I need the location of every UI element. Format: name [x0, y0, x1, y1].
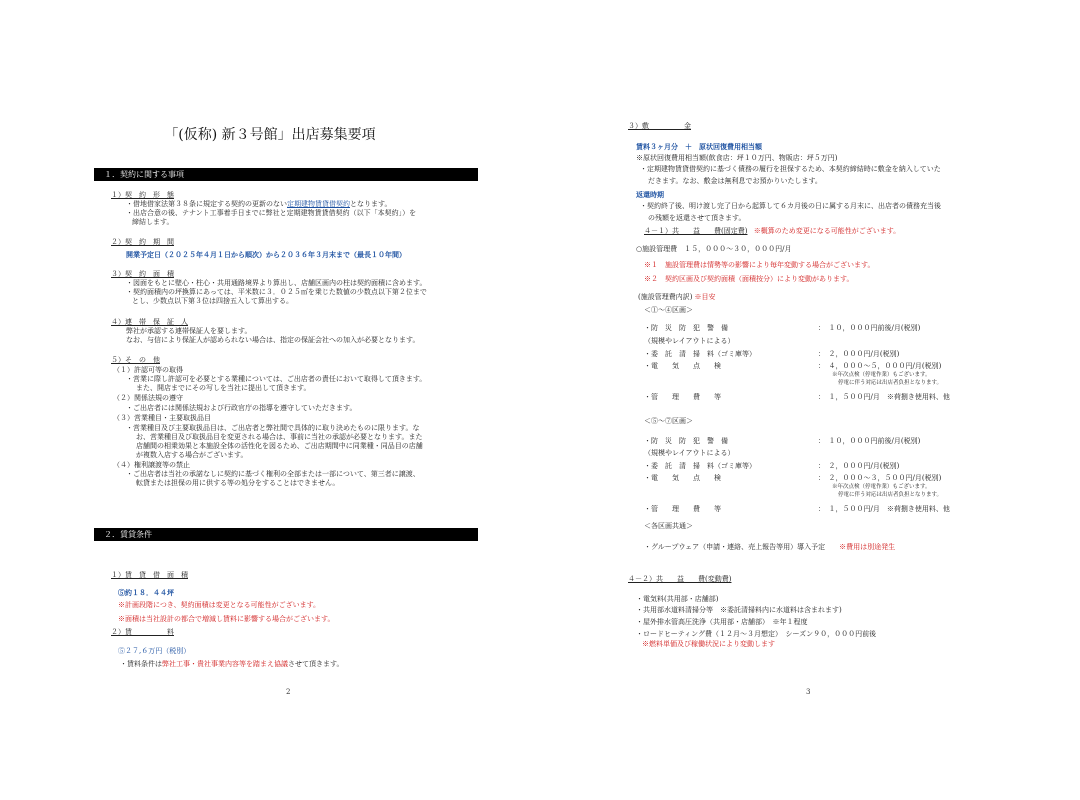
- deposit-line-1: ※原状回復費用相当額(飲食店：坪１０万円、物販店：坪５万円): [636, 154, 838, 162]
- rent-heading: ２）賃 料: [111, 628, 174, 636]
- page-3: [540, 0, 1080, 800]
- s2-heading: ２）契 約 期 間: [111, 238, 174, 246]
- deposit-line-3: だきます。なお、敷金は無利息でお預かりいたします。: [648, 177, 822, 185]
- s42-line-3: ・屋外排水管高圧洗浄（共用部・店舗部） ※年１程度: [636, 618, 808, 626]
- s1-line-1-pre: ・借地借家法第３８条に規定する契約の更新のない: [126, 200, 287, 208]
- s5-heading: ５）そ の 他: [111, 356, 160, 364]
- common-label: ＜各区画共通＞: [644, 522, 693, 530]
- s4-line-2: なお、与信により保証人が認められない場合は、指定の保証会社への加入が必要となります。: [126, 336, 420, 344]
- s5-line-11: （４）権利譲渡等の禁止: [113, 461, 190, 469]
- mgmt-note-2: ※２ 契約区画及び契約面積（面積按分）により変動があります。: [644, 275, 854, 283]
- common-row: [644, 543, 895, 552]
- rent-line-1-post: させて頂きます。: [288, 660, 344, 668]
- s3-line-3: とし、少数点以下第３位は四捨五入して算出する。: [132, 297, 293, 305]
- s41-row: [644, 227, 900, 236]
- return-line-2: の残額を返還させて頂きます。: [648, 214, 746, 222]
- area-note-1: ※計画段階につき、契約面積は変更となる可能性がございます。: [118, 601, 321, 609]
- z1-cleaning-name: ・委 託 清 掃 料（ゴミ庫等）: [644, 350, 756, 358]
- s1-line-1-post: となります。: [350, 200, 392, 208]
- s41-heading: ４－１）共 益 費(固定費): [644, 227, 748, 235]
- s5-line-10: が複数入店する場合がございます。: [136, 451, 248, 459]
- common-line-1: ・グループウェア（申請・連絡、売上報告等用）導入予定: [644, 543, 826, 551]
- s1-contract-type-link[interactable]: 定期建物賃貸借契約: [287, 200, 350, 208]
- breakdown-label: (施設管理費内訳): [638, 293, 693, 301]
- z2-cleaning-name: ・委 託 清 掃 料（ゴミ庫等）: [644, 462, 756, 470]
- area-heading: １）賃 貸 借 面 積: [111, 571, 188, 579]
- s2-line-1: 開業予定日（２０２５年４月１日から順次）から２０３６年３月末まで（最長１０年間）: [126, 250, 406, 259]
- s1-line-1: [126, 200, 391, 209]
- z2-electric-sub-2: 停電に伴う対応は出店者負担となります。: [838, 492, 943, 498]
- z2-mgmt-value: ： １，５００円/月 ※荷捌き使用料、他: [818, 505, 950, 513]
- s42-note: ※燃料単価及び稼働状況により変動します: [642, 640, 775, 648]
- breakdown-row: [638, 293, 715, 302]
- zone-1-label: ＜①～④区画＞: [644, 306, 693, 314]
- z1-security-value: ： １０，０００円前後/月(税別): [818, 324, 921, 332]
- s5-line-1: （１）許認可等の取得: [113, 366, 183, 374]
- return-line-1: ・契約終了後、明け渡し完了日から起算して６カ月後の日に属する月末に、出店者の債務充当後: [640, 202, 941, 210]
- page-number-3: 3: [806, 688, 811, 696]
- s42-line-4: ・ロードヒーティング費（１２月～３月想定） シーズン９０，０００円前後: [636, 630, 877, 638]
- s42-line-2: ・共用部水道料清掃分等 ※委託清掃料内に水道料は含まれます): [636, 606, 842, 614]
- z1-electric-sub-2: 停電に伴う対応は出店者負担となります。: [838, 380, 943, 386]
- s3-heading: ３）契 約 面 積: [111, 270, 174, 278]
- return-heading: 返還時期: [636, 190, 664, 199]
- s3-line-2: ・契約面積内の坪換算にあっては、平米数に３．０２５㎡を乗じた数値の少数点以下第２位まで: [126, 288, 427, 296]
- s4-line-1: 弊社が承認する連帯保証人を要します。: [126, 327, 252, 335]
- section-1-header: １．契約に関する事項: [94, 168, 478, 181]
- z1-security-sub: （規模やレイアウトによる）: [644, 337, 735, 345]
- z2-security-sub: （規模やレイアウトによる）: [644, 449, 735, 457]
- zone-2-label: ＜⑤～⑦区画＞: [644, 417, 693, 425]
- rent-value: ⑤２７,６万円（税別）: [118, 647, 191, 655]
- s1-line-2: ・出店合意の後、テナント工事着手日までに弊社と定期建物賃貸借契約（以下「本契約」）を: [126, 209, 417, 217]
- s5-line-8: お、営業種目及び取扱品目を変更される場合は、事前に当社の承認が必要となります。また: [136, 433, 423, 441]
- section-2-header: ２．賃貸条件: [94, 528, 478, 541]
- z2-electric-sub-1: ※年次点検（停電作業）もございます。: [832, 484, 931, 490]
- z1-security-name: ・防 災 防 犯 警 備: [644, 324, 728, 332]
- mgmt-note-1: ※１ 施設管理費は情勢等の影響により毎年変動する場合がございます。: [644, 261, 875, 269]
- s5-line-5: ・ご出店者には関係法規および行政官庁の指導を遵守していただきます。: [126, 404, 357, 412]
- area-note-2: ※面積は当社設計の都合で増減し賃料に影響する場合がございます。: [118, 615, 335, 623]
- document-title: 「(仮称) 新３号館」出店募集要項: [164, 127, 376, 143]
- z2-security-name: ・防 災 防 犯 警 備: [644, 437, 728, 445]
- z2-electric-value: ： ２，０００～３，５００円/月(税別): [818, 474, 942, 482]
- common-note: ※費用は別途発生: [839, 543, 896, 551]
- s41-note: ※概算のため変更になる可能性がございます。: [753, 227, 901, 235]
- area-value: ⑤約１８．４４坪: [118, 588, 174, 597]
- z1-electric-sub-1: ※年次点検（停電作業）もございます。: [832, 372, 931, 378]
- deposit-heading: ３）敷 金: [628, 122, 691, 130]
- rent-line-1-pre: ・賃料条件は: [120, 660, 162, 668]
- z2-security-value: ： １０，０００円前後/月(税別): [818, 437, 921, 445]
- z1-cleaning-value: ： ２，０００円/月(税別): [818, 350, 900, 358]
- s5-line-12: ・ご出店者は当社の承諾なしに契約に基づく権利の全部または一部について、第三者に譲渡、: [126, 470, 420, 478]
- s3-line-1: ・図面をもとに壁心・柱心・共用通路境界より算出し、店舗区画内の柱は契約面積に含めます。: [126, 279, 427, 287]
- z1-electric-name: ・電 気 点 検: [644, 362, 721, 370]
- deposit-line-2: ・定期建物賃貸借契約に基づく債務の履行を担保するため、本契約締結時に敷金を納入していた: [640, 165, 941, 173]
- rent-line-1: [120, 660, 343, 669]
- z1-electric-value: ： ４，０００～５，０００円/月(税別): [818, 362, 942, 370]
- s5-line-13: 転貸または担保の用に供する等の処分をすることはできません。: [136, 479, 340, 487]
- s5-line-2: ・営業に際し許認可を必要とする業種については、ご出店者の責任において取得して頂きます。: [126, 375, 427, 383]
- z2-cleaning-value: ： ２，０００円/月(税別): [818, 462, 900, 470]
- breakdown-note: ※目安: [694, 293, 716, 301]
- s5-line-7: ・営業種目及び主要取扱品目は、ご出店者と弊社間で具体的に取り決めたものに限ります。な: [126, 424, 420, 432]
- mgmt-fee-line: ○施設管理費 １５，０００～３０，０００円/月: [636, 245, 792, 253]
- s42-heading: ４－２）共 益 費(変動費): [628, 575, 732, 583]
- s1-line-3: 締結します。: [132, 218, 174, 226]
- s5-line-4: （２）関係法規の遵守: [113, 394, 183, 402]
- s5-line-6: （３）営業種目・主要取扱品目: [113, 414, 211, 422]
- s4-heading: ４）連 帯 保 証 人: [111, 318, 188, 326]
- s42-line-1: ・電気料(共用部・店舗部): [636, 595, 719, 603]
- s5-line-3: また、開店までにその写しを当社に提出して頂きます。: [136, 384, 311, 392]
- s5-line-9: 店舗間の相乗効果と本施設全体の活性化を図るため、ご出店期間中に同業種・同品目の店舗: [136, 442, 423, 450]
- deposit-value: 賃料３ヶ月分 ＋ 原状回復費用相当額: [636, 142, 762, 151]
- z1-mgmt-name: ・管 理 費 等: [644, 393, 721, 401]
- rent-negotiation-text: 弊社工事・貴社事業内容等を踏まえ協議: [162, 660, 288, 668]
- z2-electric-name: ・電 気 点 検: [644, 474, 721, 482]
- z2-mgmt-name: ・管 理 費 等: [644, 505, 721, 513]
- s1-heading: １）契 約 形 態: [111, 191, 174, 199]
- page-number-2: 2: [286, 688, 291, 696]
- z1-mgmt-value: ： １，５００円/月 ※荷捌き使用料、他: [818, 393, 950, 401]
